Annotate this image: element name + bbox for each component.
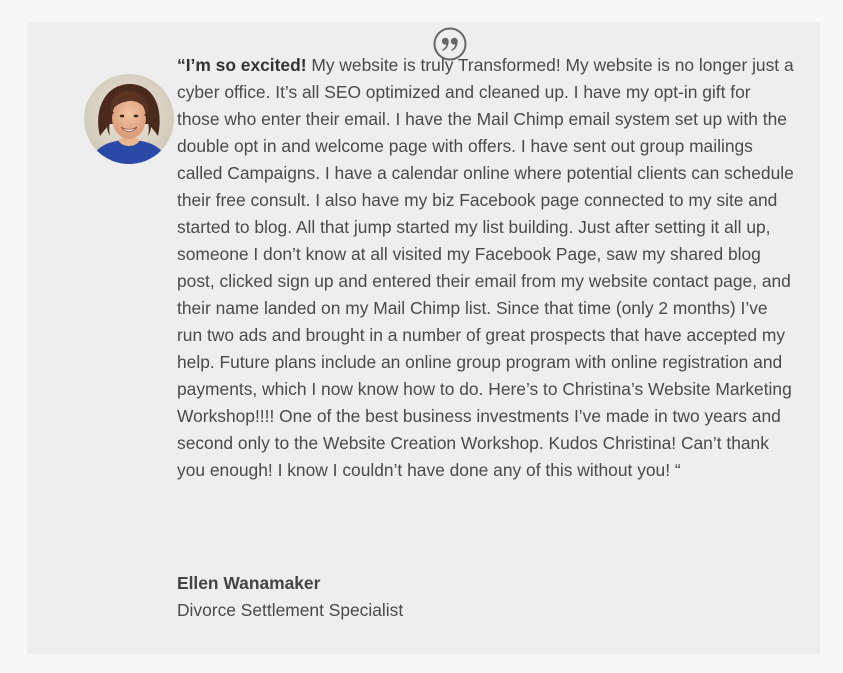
author-title: Divorce Settlement Specialist xyxy=(177,600,404,620)
testimonial-body: My website is truly Transformed! My website is no longer just a cyber office. It’s all SEO optimized and cleaned up. I have my opt-in gift for those who enter their email. I have the Mail Chimp email system set up with the double opt in and welcome page with offers. I have sent out group mailings called Campaigns. I have a calendar online where potential clients can schedule their free consult. I also have my biz Facebook page connected to my site and started to blog. All that jump started my list building. Just after setting it all up, someone I don’t know at all visited my Facebook Page, saw my shared blog post, clicked sign up and entered their email from my website contact page, and their name landed on my Mail Chimp list. Since that time (only 2 months) I’ve run two ads and brought in a number of great prospects that have accepted my help. Future plans include an online group program with online registration and payments, which I now know how to do. Here’s to Christina’s Website Marketing Workshop!!!! One of the best business investments I’ve made in two years and second only to the Website Creation Workshop. Kudos Christina! Can’t thank you enough! I know I couldn’t have done any of this without you! “ xyxy=(177,55,794,480)
author-name: Ellen Wanamaker xyxy=(177,573,321,593)
testimonial-text xyxy=(177,52,797,484)
avatar xyxy=(84,74,174,164)
testimonial-card xyxy=(27,22,820,654)
avatar-photo xyxy=(84,74,174,164)
testimonial-lead: “I’m so excited! xyxy=(177,55,307,75)
